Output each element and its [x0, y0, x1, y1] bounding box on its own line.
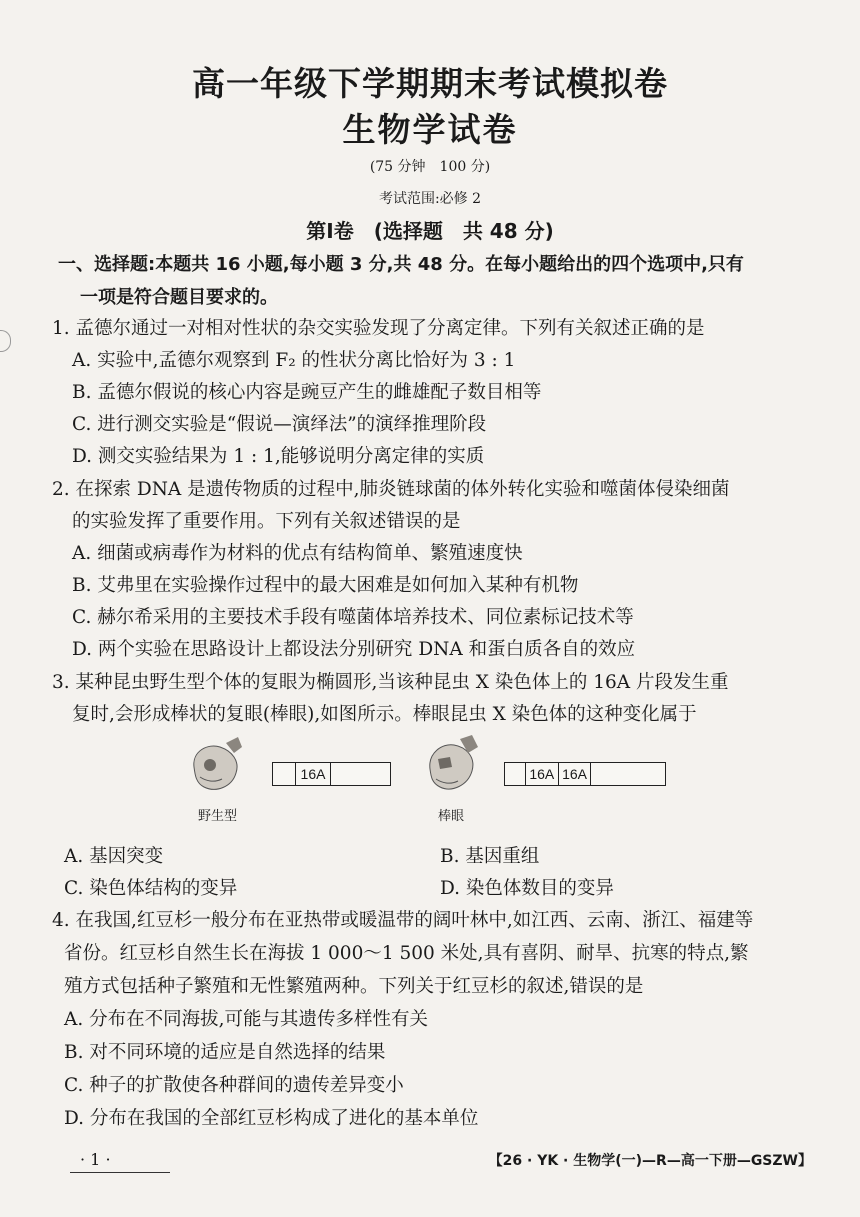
question-4-stem-line-1: 4. 在我国,红豆杉一般分布在亚热带或暖温带的阔叶林中,如江西、云南、浙江、福建等 — [52, 910, 754, 931]
chromosome-segment — [591, 763, 665, 785]
question-4-option-d: D. 分布在我国的全部红豆杉构成了进化的基本单位 — [64, 1108, 479, 1129]
question-1-option-a: A. 实验中,孟德尔观察到 F₂ 的性状分离比恰好为 3 : 1 — [72, 350, 516, 371]
question-3-stem-line-1: 3. 某种昆虫野生型个体的复眼为椭圆形,当该种昆虫 X 染色体上的 16A 片段发生重 — [52, 672, 729, 693]
question-3-option-a: A. 基因突变 — [64, 846, 164, 867]
binding-margin-mark — [0, 330, 11, 352]
chromosome-segment — [505, 763, 526, 785]
question-3-option-c: C. 染色体结构的变异 — [64, 878, 238, 899]
question-3-stem-line-2: 复时,会形成棒状的复眼(棒眼),如图所示。棒眼昆虫 X 染色体的这种变化属于 — [72, 704, 697, 725]
question-2-stem-line-2: 的实验发挥了重要作用。下列有关叙述错误的是 — [72, 511, 461, 532]
wild-type-insect-icon — [186, 737, 246, 799]
chromosome-segment — [273, 763, 296, 785]
question-2-option-d: D. 两个实验在思路设计上都设法分别研究 DNA 和蛋白质各自的效应 — [72, 639, 636, 660]
exam-scope: 考试范围:必修 2 — [378, 191, 482, 207]
time-score: (75 分钟 100 分) — [369, 159, 491, 175]
question-3-option-b: B. 基因重组 — [440, 846, 540, 867]
segment-16a: 16A — [559, 763, 592, 785]
question-2-option-a: A. 细菌或病毒作为材料的优点有结构简单、繁殖速度快 — [72, 543, 523, 564]
footer-divider — [70, 1172, 170, 1173]
bar-eye-chromosome — [504, 762, 666, 786]
chromosome-figure — [180, 735, 680, 830]
question-1-option-c: C. 进行测交实验是“假说—演绎法”的演绎推理阶段 — [72, 414, 487, 435]
segment-16a: 16A — [526, 763, 559, 785]
question-1-option-b: B. 孟德尔假说的核心内容是豌豆产生的雌雄配子数目相等 — [72, 382, 542, 403]
exam-title: 高一年级下学期期末考试模拟卷 — [192, 64, 668, 103]
question-4-stem-line-3: 殖方式包括种子繁殖和无性繁殖两种。下列关于红豆杉的叙述,错误的是 — [64, 976, 644, 997]
question-1-option-d: D. 测交实验结果为 1 : 1,能够说明分离定律的实质 — [72, 446, 485, 467]
exam-code: 【26 · YK · 生物学(一)—R—高一下册—GSZW】 — [488, 1153, 812, 1169]
instructions-line-1: 一、选择题:本题共 16 小题,每小题 3 分,共 48 分。在每小题给出的四个选项中,只有 — [58, 254, 744, 275]
page-number: · 1 · — [80, 1150, 111, 1169]
question-2-option-b: B. 艾弗里在实验操作过程中的最大困难是如何加入某种有机物 — [72, 575, 579, 596]
bar-eye-label: 棒眼 — [438, 809, 465, 824]
segment-16a: 16A — [296, 763, 331, 785]
bar-eye-insect-icon — [422, 735, 482, 799]
question-4-stem-line-2: 省份。红豆杉自然生长在海拔 1 000～1 500 米处,具有喜阴、耐旱、抗寒的特点,繁 — [64, 943, 749, 964]
question-2-stem-line-1: 2. 在探索 DNA 是遗传物质的过程中,肺炎链球菌的体外转化实验和噬菌体侵染细菌 — [52, 479, 730, 500]
question-1-stem: 1. 孟德尔通过一对相对性状的杂交实验发现了分离定律。下列有关叙述正确的是 — [52, 318, 705, 339]
question-4-option-c: C. 种子的扩散使各种群间的遗传差异变小 — [64, 1075, 404, 1096]
wild-type-chromosome — [272, 762, 391, 786]
question-2-option-c: C. 赫尔希采用的主要技术手段有噬菌体培养技术、同位素标记技术等 — [72, 607, 634, 628]
subject-title: 生物学试卷 — [342, 110, 518, 149]
chromosome-segment — [331, 763, 388, 785]
question-3-option-d: D. 染色体数目的变异 — [440, 878, 614, 899]
instructions-line-2: 一项是符合题目要求的。 — [80, 287, 278, 308]
question-4-option-a: A. 分布在不同海拔,可能与其遗传多样性有关 — [64, 1009, 429, 1030]
question-4-option-b: B. 对不同环境的适应是自然选择的结果 — [64, 1042, 386, 1063]
part-heading: 第Ⅰ卷 (选择题 共 48 分) — [306, 219, 554, 243]
wild-type-label: 野生型 — [198, 809, 238, 824]
